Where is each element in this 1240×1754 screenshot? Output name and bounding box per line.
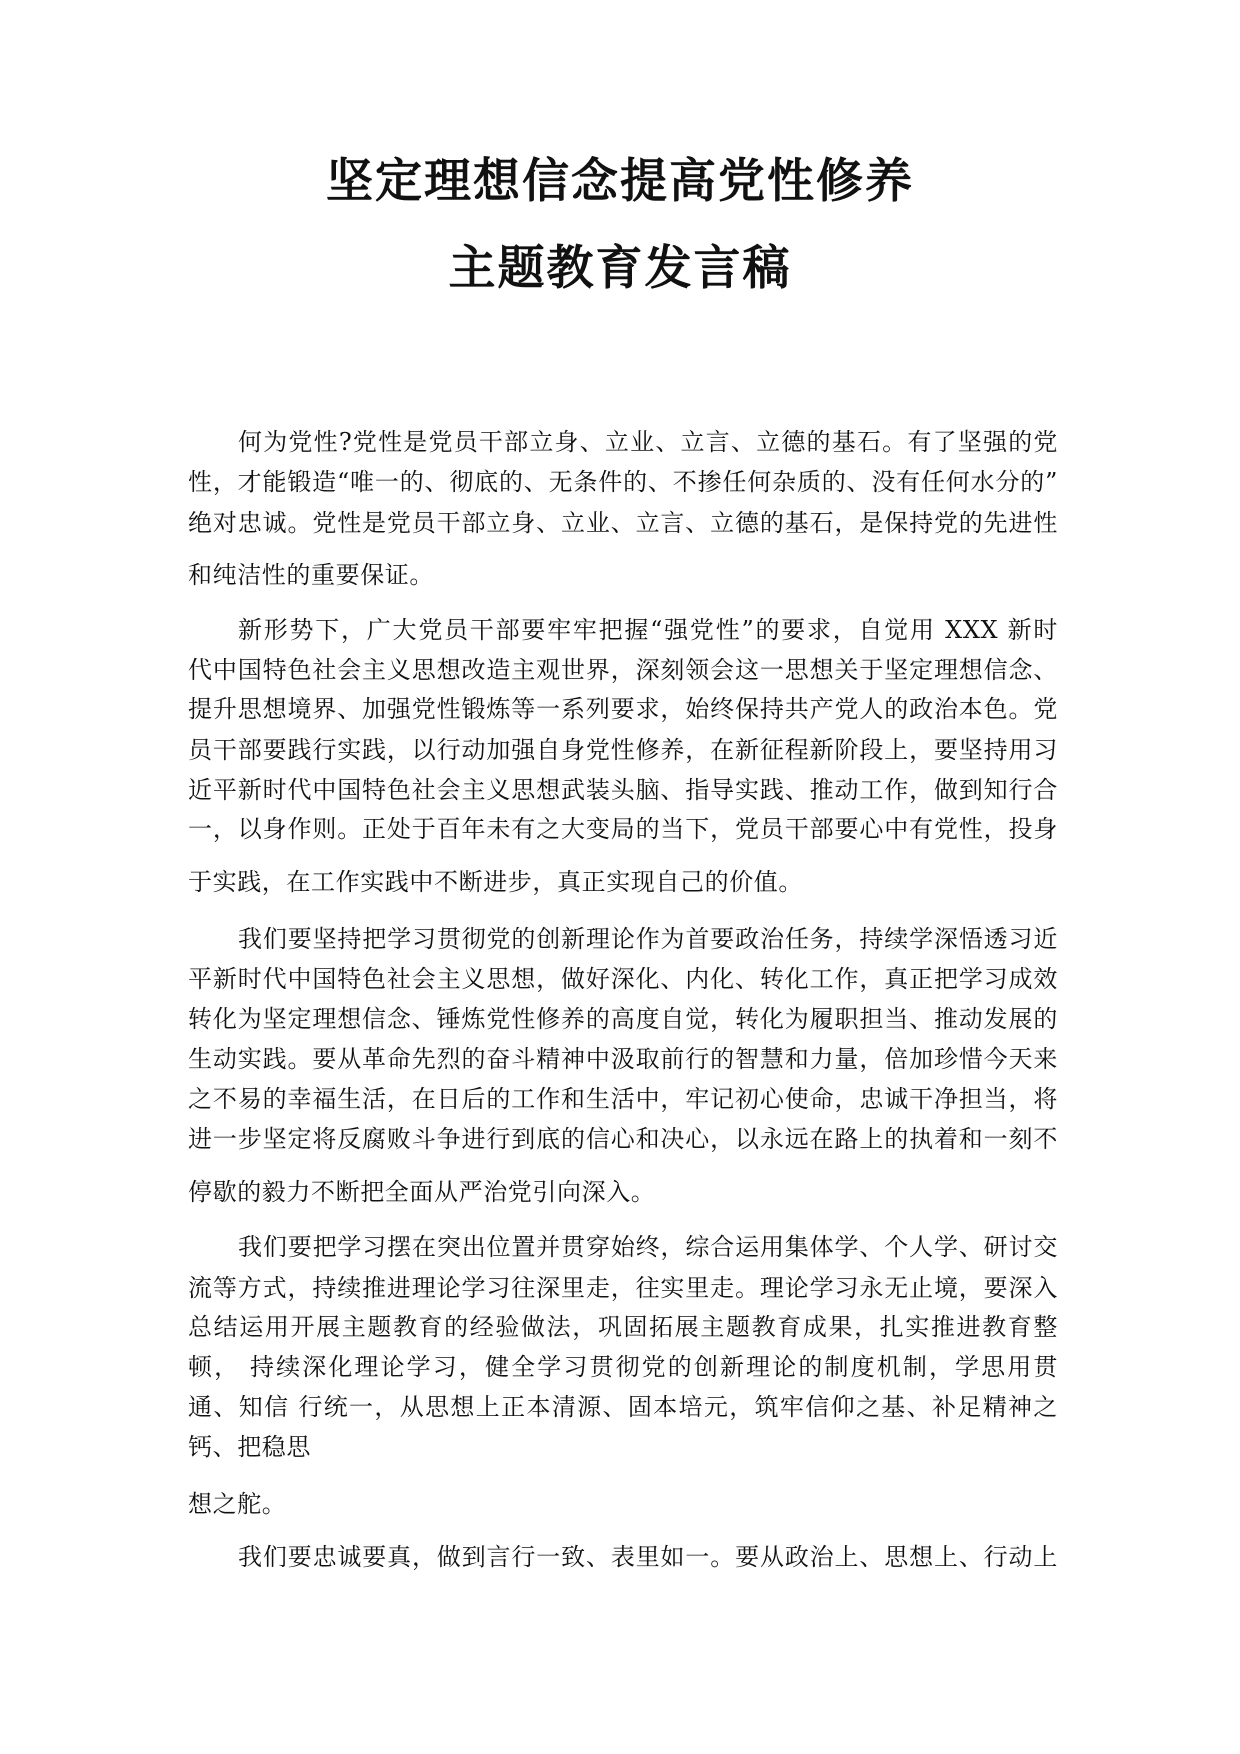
text-line: 停歇的毅力不断把全面从严治党引向深入。 bbox=[188, 1178, 656, 1206]
text-line: 新形势下，广大党员干部要牢牢把握“强党性”的要求，自觉用 XXX 新时 bbox=[238, 616, 1058, 644]
text-line: 钙、把稳思 bbox=[188, 1433, 311, 1461]
text-line: 进一步坚定将反腐败斗争进行到底的信心和决心，以永远在路上的执着和一刻不 bbox=[188, 1125, 1058, 1153]
text-line: 平新时代中国特色社会主义思想，做好深化、内化、转化工作，真正把学习成效 bbox=[188, 965, 1058, 993]
text-line: 我们要把学习摆在突出位置并贯穿始终，综合运用集体学、个人学、研讨交 bbox=[238, 1233, 1058, 1261]
text-line: 总结运用开展主题教育的经验做法，巩固拓展主题教育成果，扎实推进教育整 bbox=[188, 1313, 1058, 1341]
title-line-2: 主题教育发言稿 bbox=[448, 241, 792, 296]
title-line-1: 坚定理想信念提高党性修养 bbox=[326, 154, 914, 209]
text-line: 顿， 持续深化理论学习，健全学习贯彻党的创新理论的制度机制，学思用贯 bbox=[188, 1353, 1058, 1381]
text-line: 想之舵。 bbox=[188, 1490, 287, 1518]
text-line: 绝对忠诚。党性是党员干部立身、立业、立言、立德的基石，是保持党的先进性 bbox=[188, 509, 1058, 537]
text-line: 和纯洁性的重要保证。 bbox=[188, 561, 434, 589]
text-line: 员干部要践行实践，以行动加强自身党性修养，在新征程新阶段上，要坚持用习 bbox=[188, 736, 1058, 764]
text-line: 代中国特色社会主义思想改造主观世界，深刻领会这一思想关于坚定理想信念、 bbox=[188, 656, 1058, 684]
text-line: 我们要忠诚要真，做到言行一致、表里如一。要从政治上、思想上、行动上 bbox=[238, 1543, 1058, 1571]
text-line: 之不易的幸福生活，在日后的工作和生活中，牢记初心使命，忠诚干净担当，将 bbox=[188, 1085, 1058, 1113]
text-line: 一，以身作则。正处于百年未有之大变局的当下，党员干部要心中有党性，投身 bbox=[188, 815, 1058, 843]
text-line: 于实践，在工作实践中不断进步，真正实现自己的价值。 bbox=[188, 868, 803, 896]
text-line: 性，才能锻造“唯一的、彻底的、无条件的、不掺任何杂质的、没有任何水分的” bbox=[188, 468, 1058, 496]
text-line: 我们要坚持把学习贯彻党的创新理论作为首要政治任务，持续学深悟透习近 bbox=[238, 925, 1058, 953]
text-line: 流等方式，持续推进理论学习往深里走，往实里走。理论学习永无止境，要深入 bbox=[188, 1274, 1058, 1302]
text-line: 生动实践。要从革命先烈的奋斗精神中汲取前行的智慧和力量，倍加珍惜今天来 bbox=[188, 1045, 1058, 1073]
text-line: 提升思想境界、加强党性锻炼等一系列要求，始终保持共产党人的政治本色。党 bbox=[188, 695, 1058, 723]
text-line: 通、知信 行统一，从思想上正本清源、固本培元，筑牢信仰之基、补足精神之 bbox=[188, 1393, 1058, 1421]
text-line: 转化为坚定理想信念、锤炼党性修养的高度自觉，转化为履职担当、推动发展的 bbox=[188, 1005, 1058, 1033]
text-line: 何为党性?党性是党员干部立身、立业、立言、立德的基石。有了坚强的党 bbox=[238, 428, 1058, 456]
text-line: 近平新时代中国特色社会主义思想武装头脑、指导实践、推动工作，做到知行合 bbox=[188, 776, 1058, 804]
